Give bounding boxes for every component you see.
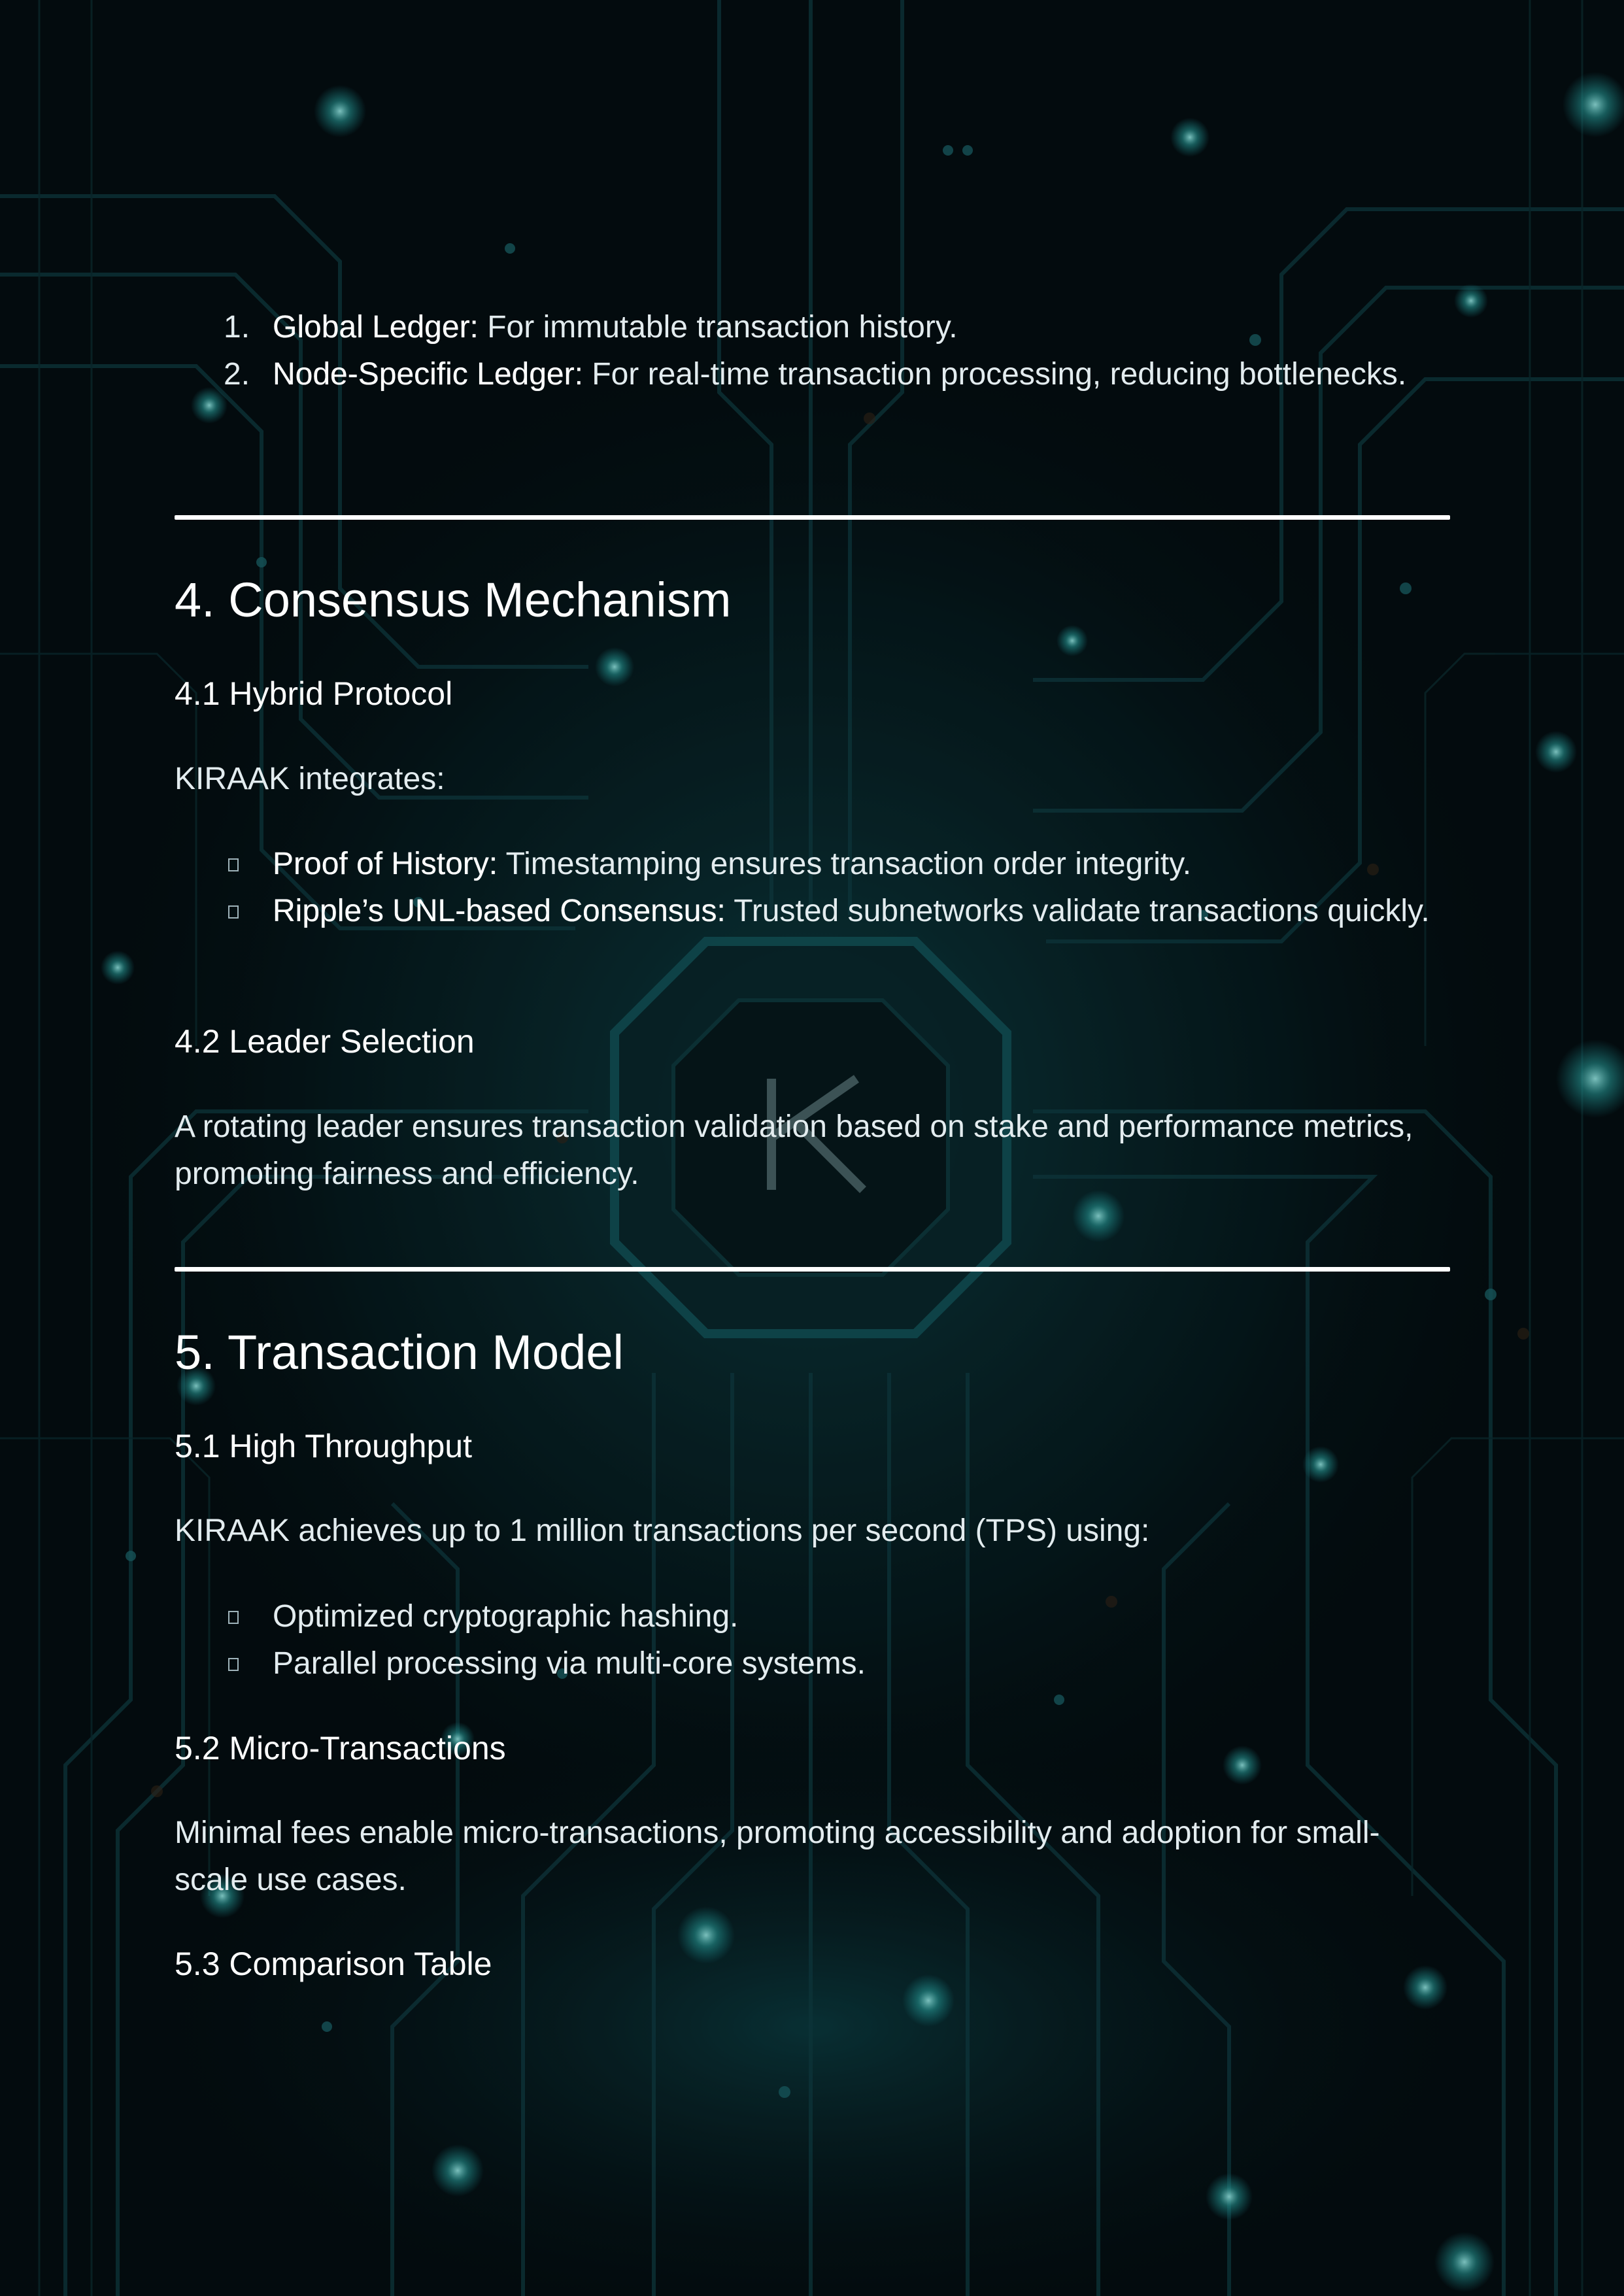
list-term: Proof of History: <box>273 847 498 881</box>
list-term: Node-Specific Ledger: <box>273 357 583 392</box>
subsection-4-2-heading: 4.2 Leader Selection <box>175 1023 475 1060</box>
section-5-heading: 5. Transaction Model <box>175 1325 624 1379</box>
list-text: For real-time transaction processing, reducing bottlenecks. <box>583 357 1407 392</box>
bullet-box-icon <box>228 905 239 919</box>
section-divider <box>175 1267 1450 1272</box>
throughput-bullet-list <box>175 1593 1449 1687</box>
subsection-5-3-heading: 5.3 Comparison Table <box>175 1946 492 1982</box>
subsection-5-1-heading: 5.1 High Throughput <box>175 1428 472 1464</box>
list-item-parallel-processing <box>175 1640 1449 1687</box>
section-4-intro: KIRAAK integrates: <box>175 762 445 796</box>
list-text: Trusted subnetworks validate transactions quickly. <box>725 894 1430 928</box>
bullet-box-icon <box>228 1658 239 1671</box>
list-text: Optimized cryptographic hashing. <box>273 1599 739 1634</box>
bullet-box-icon <box>228 1611 239 1624</box>
list-text: Parallel processing via multi-core systems. <box>273 1646 866 1681</box>
list-text: Timestamping ensures transaction order integrity. <box>498 847 1192 881</box>
list-number: 1. <box>224 310 250 345</box>
section-5-2-paragraph: Minimal fees enable micro-transactions, promoting accessibility and adoption for small-scale use cases. <box>175 1815 1380 1897</box>
section-4-heading: 4. Consensus Mechanism <box>175 573 732 627</box>
section-divider <box>175 515 1450 520</box>
list-text: For immutable transaction history. <box>478 310 958 345</box>
section-5-intro: KIRAAK achieves up to 1 million transactions per second (TPS) using: <box>175 1513 1150 1548</box>
ledger-list <box>175 304 1449 398</box>
subsection-4-1-heading: 4.1 Hybrid Protocol <box>175 675 453 712</box>
list-item-ripple-unl <box>175 888 1449 935</box>
bullet-box-icon <box>228 858 239 871</box>
list-item-node-specific-ledger <box>175 351 1449 398</box>
list-term: Global Ledger: <box>273 310 479 345</box>
subsection-5-2-heading: 5.2 Micro-Transactions <box>175 1730 506 1766</box>
list-item-optimized-hashing <box>175 1593 1449 1640</box>
section-4-2-paragraph: A rotating leader ensures transaction validation based on stake and performance metrics, promoting fairness and efficiency. <box>175 1109 1413 1191</box>
list-item-global-ledger <box>175 304 1449 351</box>
list-term: Ripple’s UNL-based Consensus: <box>273 894 726 928</box>
consensus-bullet-list <box>175 841 1449 935</box>
list-number: 2. <box>224 357 250 392</box>
list-item-proof-of-history <box>175 841 1449 888</box>
